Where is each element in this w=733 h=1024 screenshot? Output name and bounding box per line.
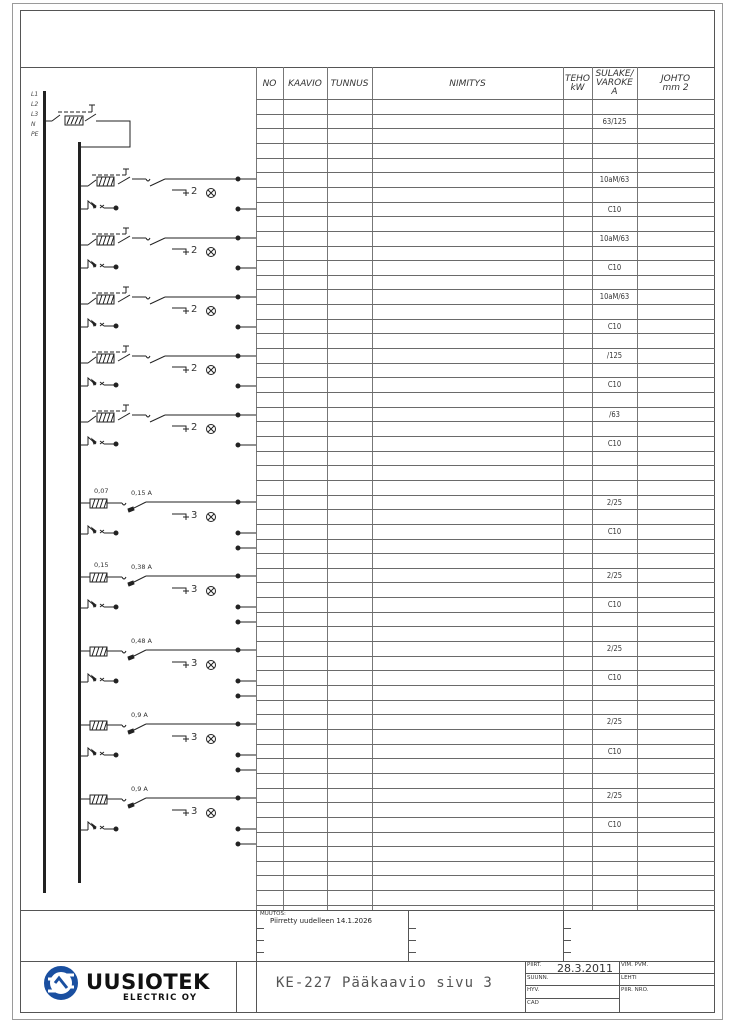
sulake-cell: C10 <box>607 746 622 756</box>
sulake-cell: C10 <box>607 600 622 610</box>
changes-label: MUUTOS: <box>260 911 286 917</box>
vim-pvm-label: VIM. PVM. <box>621 962 649 968</box>
pole-count-label: 3 <box>191 584 198 595</box>
johto-line2: mm 2 <box>662 83 689 93</box>
sulake-cell: C10 <box>607 263 622 273</box>
piirt-date: 28.3.2011 <box>557 962 613 975</box>
col-header-kaavio: KAAVIO <box>288 79 322 89</box>
current-rating-label: 0,9 A <box>131 711 148 719</box>
pole-count-label: 3 <box>191 510 198 521</box>
phase-l3: L3 <box>31 111 39 118</box>
company-name: UUSIOTEK <box>86 970 210 994</box>
sulake-cell: C10 <box>607 438 622 448</box>
thermal-relay-setting-label: 0,15 <box>94 561 109 569</box>
sulake-cell: C10 <box>607 380 622 390</box>
changes-entry: Piirretty uudelleen 14.1.2026 <box>270 917 373 925</box>
pole-count-label: 2 <box>191 422 198 433</box>
sulake-cell: 63/125 <box>602 116 627 126</box>
pole-count-label: 3 <box>191 806 198 817</box>
sulake-cell: 10aM/63 <box>599 175 630 185</box>
col-header-tunnus: TUNNUS <box>330 79 369 89</box>
pole-count-label: 3 <box>191 658 198 669</box>
sulake-cell: C10 <box>607 819 622 829</box>
sulake-cell: /63 <box>609 409 620 419</box>
phase-l2: L2 <box>31 101 39 108</box>
sulake-line2: VAROKE <box>596 78 633 88</box>
piirt-label: PIIRT. <box>527 962 542 968</box>
piir-nro-label: PIIR. NRO. <box>621 987 649 993</box>
sulake-cell: C10 <box>607 526 622 536</box>
company-subtitle: ELECTRIC OY <box>123 993 198 1003</box>
pole-count-label: 2 <box>191 245 198 256</box>
phase-n: N <box>31 121 36 128</box>
hyv-label: HYV. <box>527 987 540 993</box>
pole-count-label: 3 <box>191 732 198 743</box>
sulake-cell: 2/25 <box>606 497 623 507</box>
sulake-line1: SULAKE/ <box>595 69 634 79</box>
sulake-cell: /125 <box>606 351 623 361</box>
phase-l1: L1 <box>31 91 39 98</box>
drawing-title: KE-227 Pääkaavio sivu 3 <box>276 975 493 991</box>
lehti-label: LEHTI <box>621 975 637 981</box>
teho-line1: TEHO <box>564 74 591 84</box>
cad-label: CAD <box>527 1000 539 1006</box>
thermal-relay-setting-label: 0,07 <box>94 487 109 495</box>
suunn-label: SUUNN. <box>527 975 549 981</box>
johto-line1: JOHTO <box>660 74 691 84</box>
pole-count-label: 2 <box>191 363 198 374</box>
sulake-cell: 2/25 <box>606 790 623 800</box>
schematic <box>44 91 130 893</box>
sulake-cell: 2/25 <box>606 717 623 727</box>
pole-count-label: 2 <box>191 186 198 197</box>
current-rating-label: 0,48 A <box>131 637 152 645</box>
sulake-cell: C10 <box>607 673 622 683</box>
company-logo-icon <box>44 966 80 1000</box>
teho-line2: kW <box>570 83 585 93</box>
pole-count-label: 2 <box>191 304 198 315</box>
current-rating-label: 0,38 A <box>131 563 152 571</box>
current-rating-label: 0,15 A <box>131 489 152 497</box>
sulake-cell: C10 <box>607 321 622 331</box>
sulake-cell: 10aM/63 <box>599 292 630 302</box>
sulake-cell: 2/25 <box>606 570 623 580</box>
sulake-line3: A <box>611 87 618 97</box>
sulake-cell: 2/25 <box>606 644 623 654</box>
current-rating-label: 0,9 A <box>131 785 148 793</box>
sulake-cell: 10aM/63 <box>599 233 630 243</box>
col-header-no: NO <box>262 79 277 89</box>
sulake-cell: C10 <box>607 204 622 214</box>
phase-pe: PE <box>31 131 39 138</box>
col-header-nimitys: NIMITYS <box>449 79 486 89</box>
